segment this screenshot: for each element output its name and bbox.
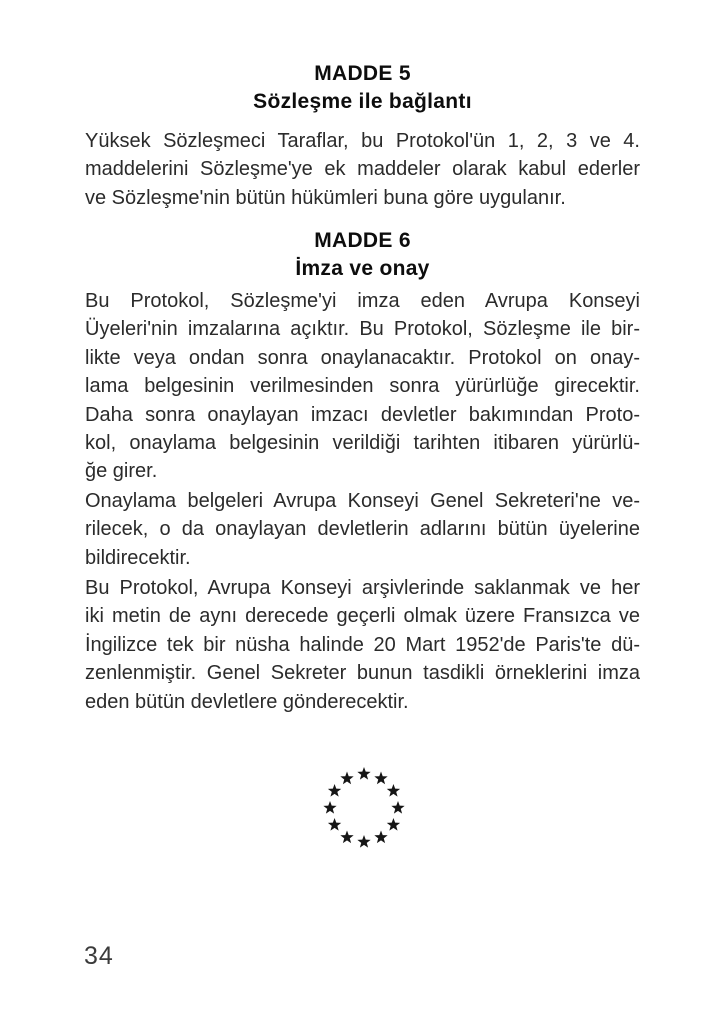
text-line: lama belgesinin verilmesinden sonra yürürlüğe girecektir.	[85, 375, 640, 398]
article-5-subheading: Sözleşme ile bağlantı	[253, 90, 472, 113]
text-line: bildirecektir.	[85, 546, 191, 569]
text-line: Bu Protokol, Sözleşme'yi imza eden Avrupa Konseyi	[85, 290, 640, 312]
article-6-paragraph-3	[85, 574, 640, 716]
text-line: zenlenmiştir. Genel Sekreter bunun tasdikli örneklerini imza	[85, 662, 640, 685]
text-line: kol, onaylama belgesinin verildiği tarihten itibaren yürürlü-	[85, 431, 640, 454]
text-line: ve Sözleşme'nin bütün hükümleri buna göre uygulanır.	[85, 186, 566, 209]
text-line: Üyeleri'nin imzalarına açıktır. Bu Protokol, Sözleşme ile bir-	[85, 318, 640, 341]
text-line: ğe girer.	[85, 460, 158, 483]
circle-of-stars-emblem	[319, 763, 409, 853]
article-6-paragraph-2	[85, 487, 640, 572]
text-line: Daha sonra onaylayan imzacı devletler bakımından Proto-	[85, 403, 640, 426]
text-line: iki metin de aynı derecede geçerli olmak üzere Fransızca ve	[85, 605, 640, 628]
text-line: Bu Protokol, Avrupa Konseyi arşivlerinde saklanmak ve her	[85, 577, 640, 599]
page-number: 34	[84, 942, 114, 970]
text-line: İngilizce tek bir nüsha halinde 20 Mart 1952'de Paris'te dü-	[85, 633, 640, 656]
star-icon	[323, 767, 404, 848]
article-6-subheading: İmza ve onay	[295, 257, 430, 280]
text-line: eden bütün devletlere gönderecektir.	[85, 690, 409, 713]
text-line: maddelerini Sözleşme'ye ek maddeler olarak kabul ederler	[85, 158, 640, 181]
text-line: likte veya ondan sonra onaylanacaktır. Protokol on onay-	[85, 346, 640, 369]
article-5-paragraph-1	[85, 127, 640, 212]
article-6-heading: MADDE 6	[314, 229, 411, 252]
text-line: rilecek, o da onaylayan devletlerin adlarını bütün üyelerine	[85, 518, 640, 541]
article-5-heading: MADDE 5	[314, 62, 411, 85]
article-6-paragraph-1	[85, 287, 640, 486]
text-line: Onaylama belgeleri Avrupa Konseyi Genel Sekreteri'ne ve-	[85, 490, 640, 512]
text-line: Yüksek Sözleşmeci Taraflar, bu Protokol'ün 1, 2, 3 ve 4.	[85, 130, 640, 152]
